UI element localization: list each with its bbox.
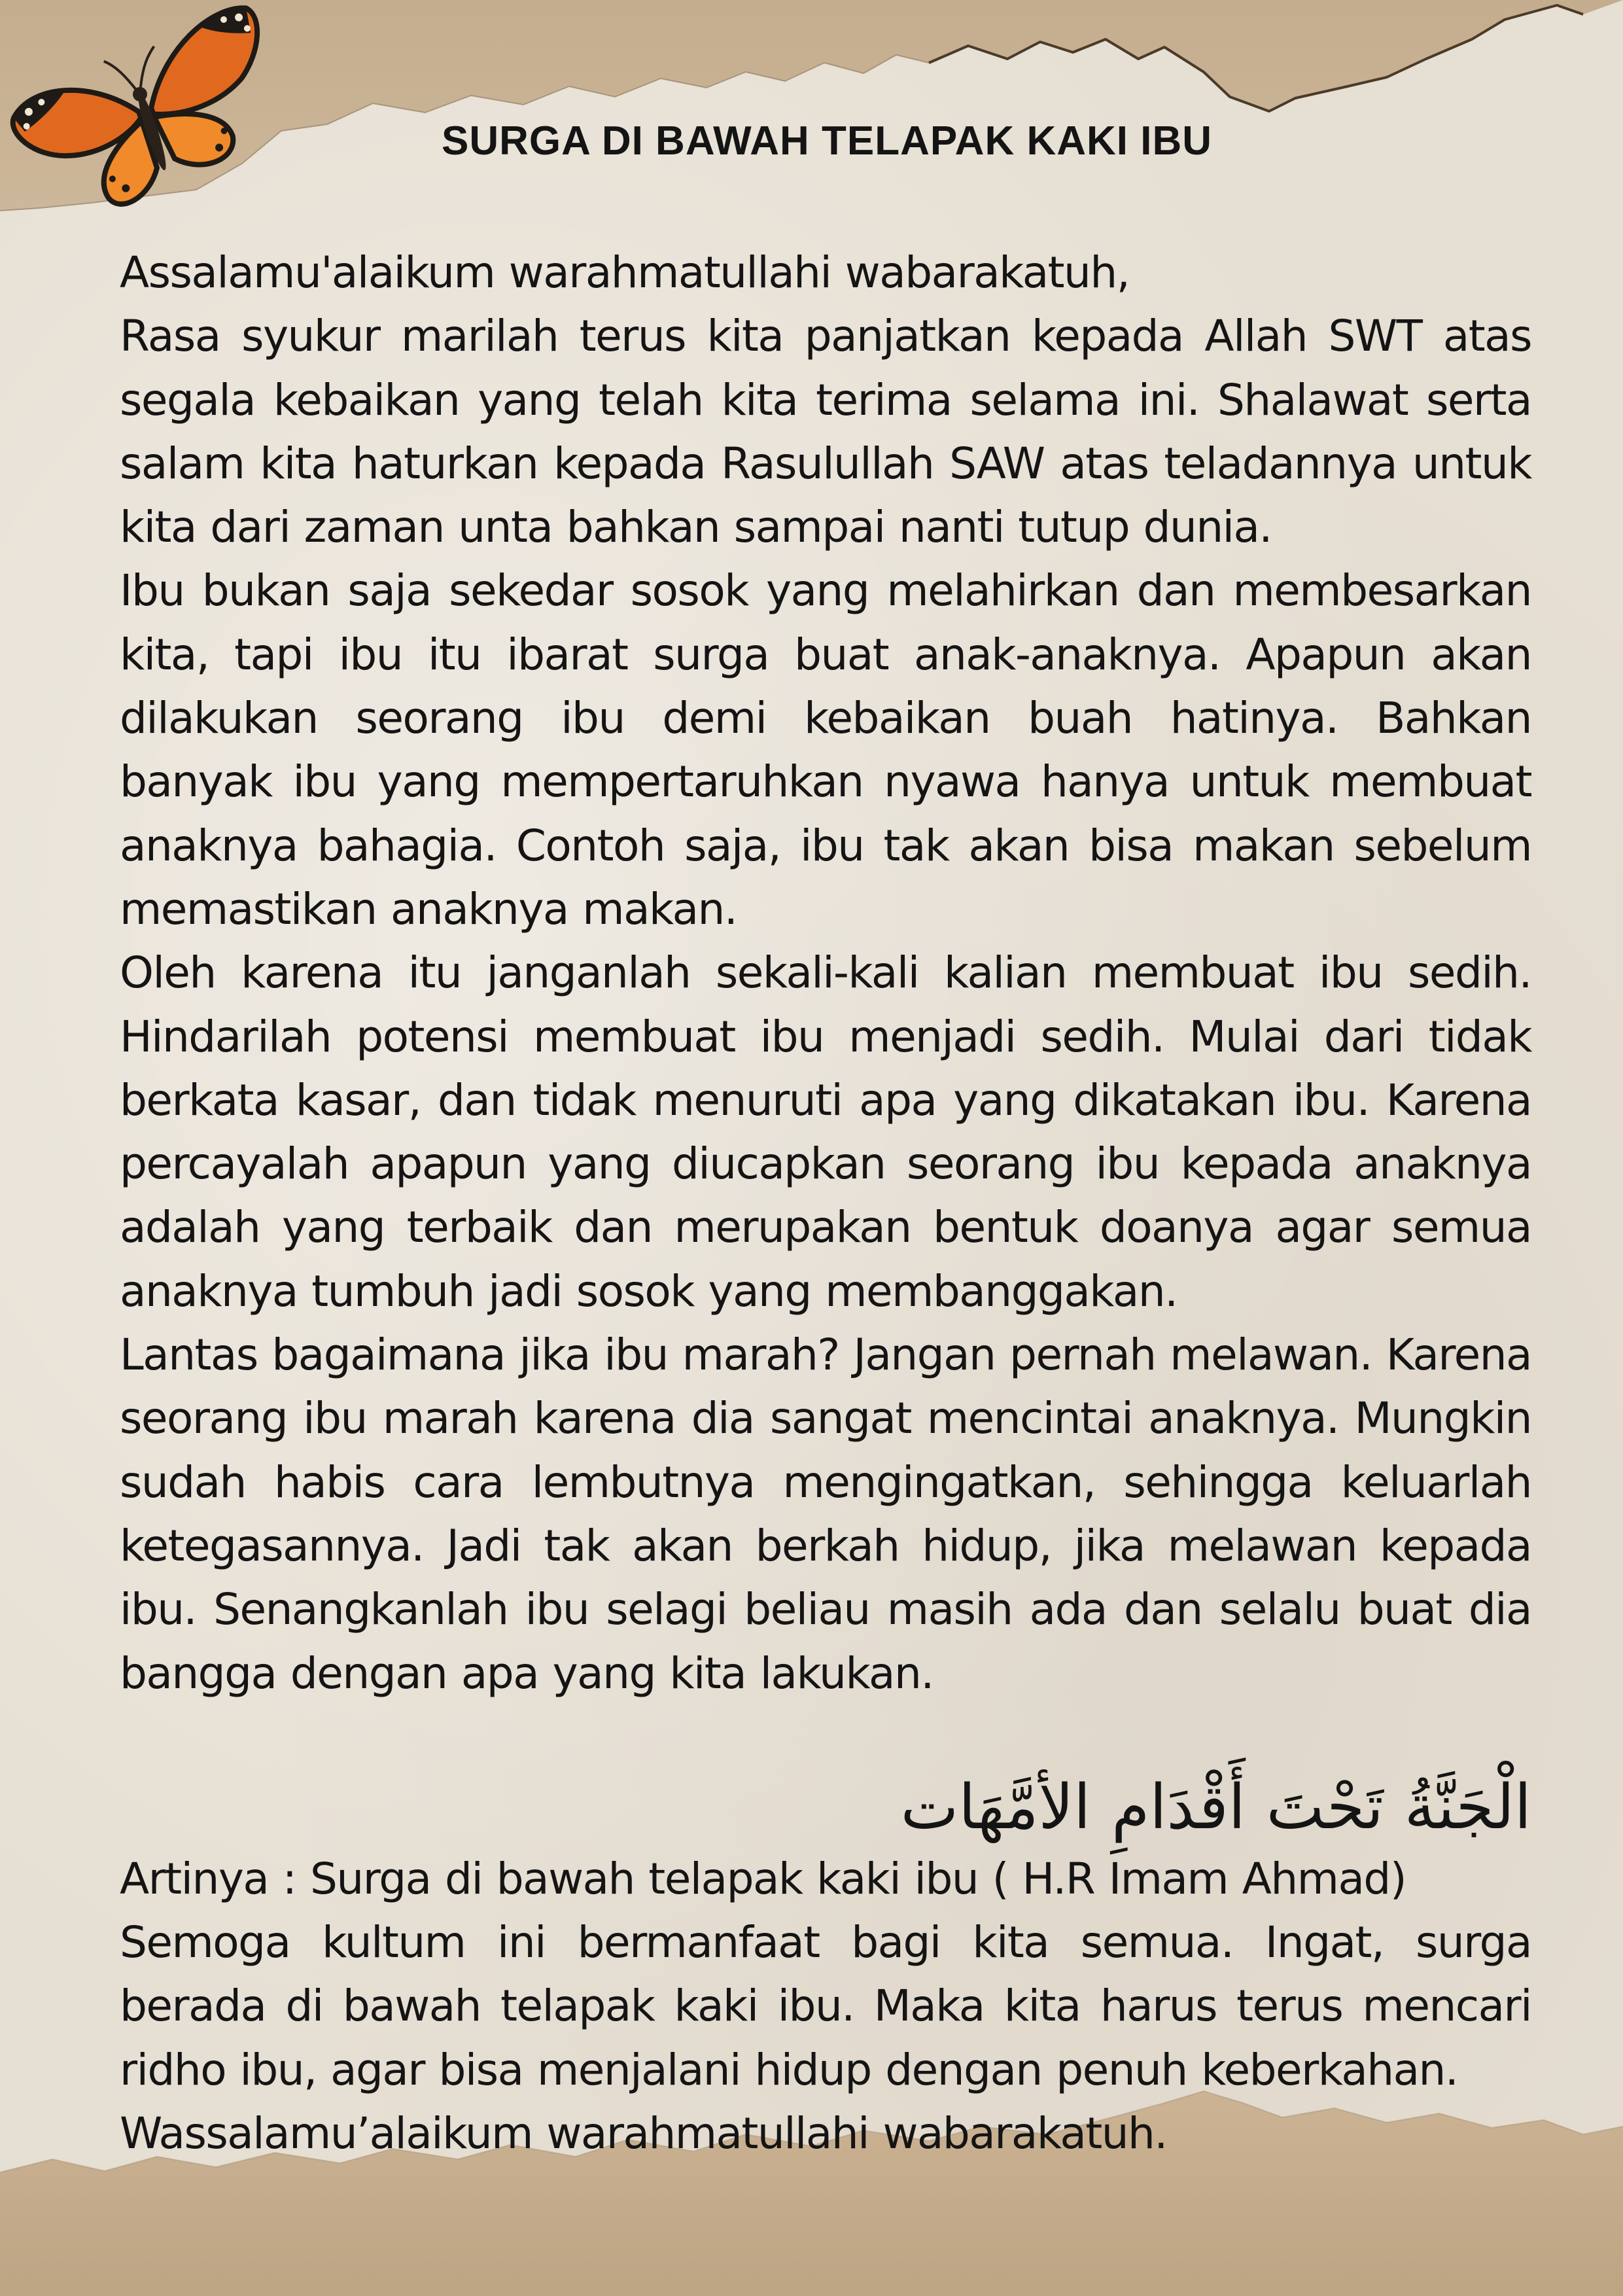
farewell-paragraph: Wassalamu’alaikum warahmatullahi wabarakatuh. — [120, 2108, 1167, 2159]
page-title: SURGA DI BAWAH TELAPAK KAKI IBU — [442, 118, 1212, 164]
section-spacer — [120, 1705, 1531, 1769]
butterfly-icon — [5, 4, 293, 220]
body-paragraph: Ibu bukan saja sekedar sosok yang melahirkan dan membesarkan kita, tapi ibu itu ibarat surga buat anak-anaknya. Apapun akan dilakukan seorang ibu demi kebaikan buah hatinya. Bahkan banyak ibu yang mempertaruhkan nyawa hanya untuk membuat anaknya bahagia. Contoh saja, ibu tak akan bisa makan sebelum memastikan anaknya makan. — [120, 565, 1531, 934]
body-paragraph: Oleh karena itu janganlah sekali-kali kalian membuat ibu sedih. Hindarilah potensi membuat ibu menjadi sedih. Mulai dari tidak berkata kasar, dan tidak menuruti apa yang dikatakan ibu. Karena percayalah apapun yang diucapkan seorang ibu kepada anaknya adalah yang terbaik dan merupakan bentuk doanya agar semua anaknya tumbuh jadi sosok yang membanggakan. — [120, 947, 1531, 1316]
body-paragraph: Rasa syukur marilah terus kita panjatkan kepada Allah SWT atas segala kebaikan yang telah kita terima selama ini. Shalawat serta salam kita haturkan kepada Rasulullah SAW atas teladannya untuk kita dari zaman unta bahkan sampai nanti tutup dunia. — [120, 311, 1531, 553]
article-body — [120, 241, 1531, 2165]
closing-paragraph: Semoga kultum ini bermanfaat bagi kita semua. Ingat, surga berada di bawah telapak kaki ibu. Maka kita harus terus mencari ridho ibu, agar bisa menjalani hidup dengan penuh keberkahan. — [120, 1917, 1531, 2095]
greeting-paragraph: Assalamu'alaikum warahmatullahi wabarakatuh, — [120, 247, 1130, 298]
hadith-arabic-text: الْجَنَّةُ تَحْتَ أَقْدَامِ الأمَّهَات — [900, 1771, 1531, 1843]
hadith-translation: Artinya : Surga di bawah telapak kaki ibu ( H.R Imam Ahmad) — [120, 1853, 1406, 1904]
body-paragraph: Lantas bagaimana jika ibu marah? Jangan pernah melawan. Karena seorang ibu marah karena dia sangat mencintai anaknya. Mungkin sudah habis cara lembutnya mengingatkan, sehingga keluarlah ketegasannya. Jadi tak akan berkah hidup, jika melawan kepada ibu. Senangkanlah ibu selagi beliau masih ada dan selalu buat dia bangga dengan apa yang kita lakukan. — [120, 1330, 1531, 1699]
